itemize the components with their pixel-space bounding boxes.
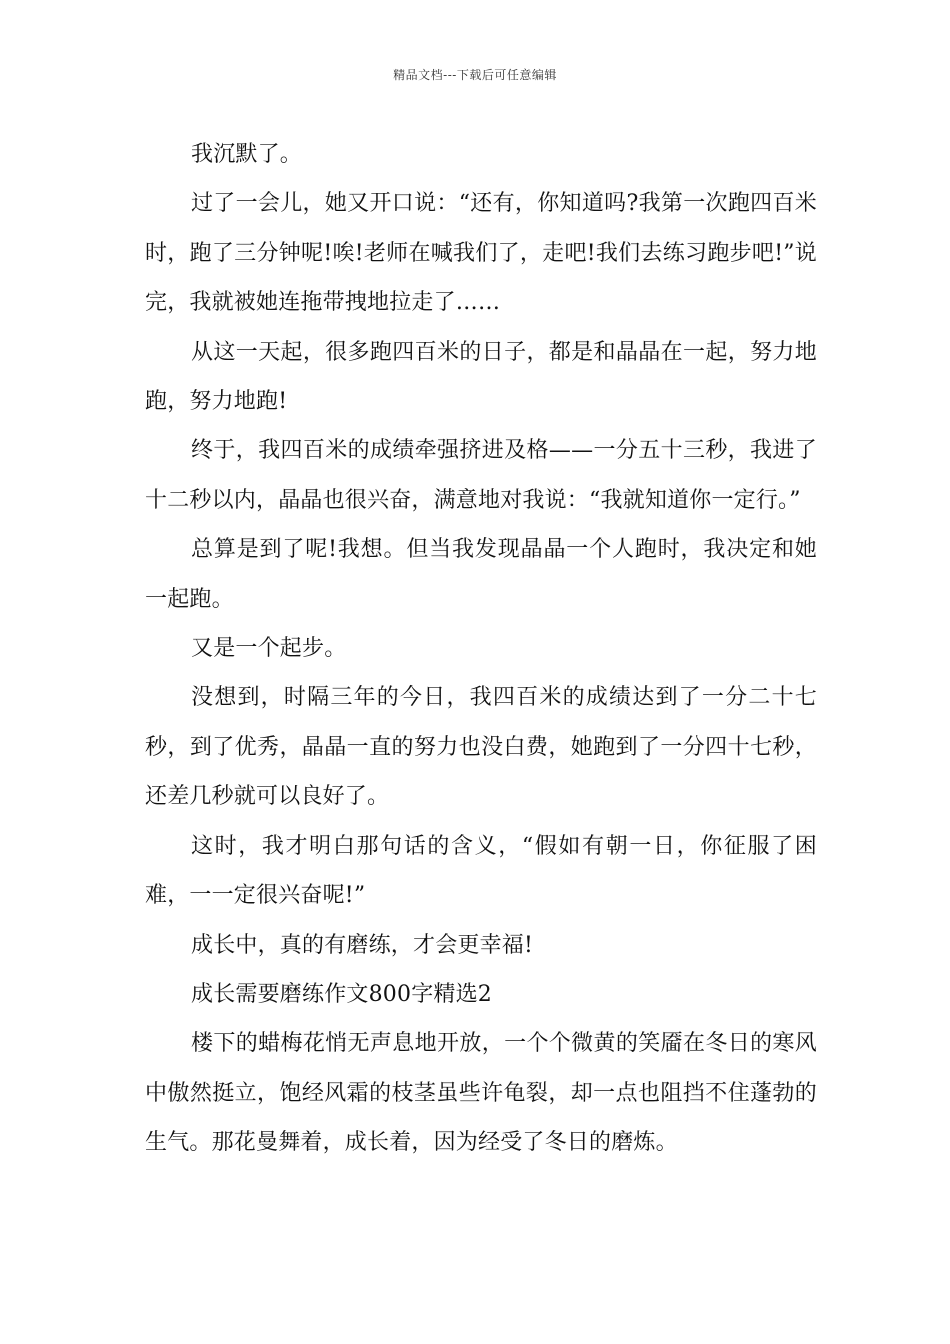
paragraph: 又是一个起步。 xyxy=(191,636,347,662)
paragraph: 终于，我四百米的成绩牵强挤进及格——一分五十三秒，我进了十二秒以内，晶晶也很兴奋，满意地对我说：“我就知道你一定行。” xyxy=(145,438,817,513)
paragraph: 成长中，真的有磨练，才会更幸福! xyxy=(191,932,534,958)
paragraph: 过了一会儿，她又开口说：“还有，你知道吗?我第一次跑四百米时，跑了三分钟呢!唉!老师在喊我们了，走吧!我们去练习跑步吧!”说完，我就被她连拖带拽地拉走了…… xyxy=(145,191,817,316)
paragraph: 总算是到了呢!我想。但当我发现晶晶一个人跑时，我决定和她一起跑。 xyxy=(145,537,817,612)
paragraph: 从这一天起，很多跑四百米的日子，都是和晶晶在一起，努力地跑，努力地跑! xyxy=(145,339,817,415)
paragraph: 没想到，时隔三年的今日，我四百米的成绩达到了一分二十七秒，到了优秀，晶晶一直的努力也没白费，她跑到了一分四十七秒，还差几秒就可以良好了。 xyxy=(145,685,817,810)
paragraph: 楼下的蜡梅花悄无声息地开放，一个个微黄的笑靥在冬日的寒风中傲然挺立，饱经风霜的枝茎虽些许龟裂，却一点也阻挡不住蓬勃的生气。那花曼舞着，成长着，因为经受了冬日的磨炼。 xyxy=(145,1031,817,1156)
paragraph: 我沉默了。 xyxy=(191,142,303,167)
section-heading: 成长需要磨练作文800字精选2 xyxy=(191,981,492,1007)
paragraph: 这时，我才明白那句话的含义，“假如有朝一日，你征服了困难，一一定很兴奋呢!” xyxy=(145,833,817,909)
page-header: 精品文档---下载后可任意编辑 xyxy=(393,68,557,82)
document-body xyxy=(145,130,817,1168)
